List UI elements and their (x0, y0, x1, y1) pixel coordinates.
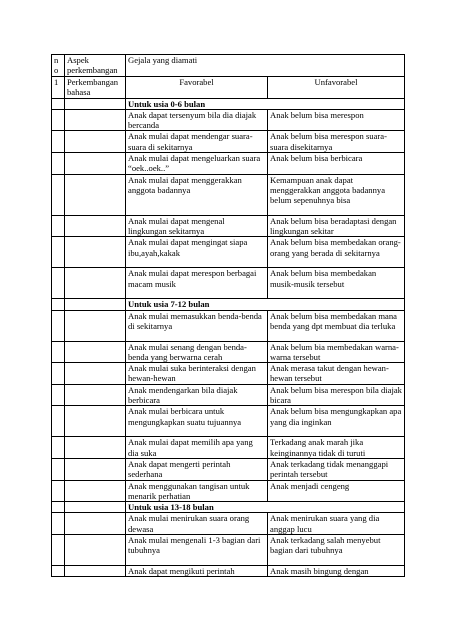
unfavorabel-cell: Anak terkadang tidak menanggapi perintah tersebut (268, 458, 405, 480)
unfavorabel-cell: Anak belum bisa membedakan mana benda yang dpt membuat dia terluka (268, 310, 405, 341)
unfavorabel-cell: Anak belum bisa merespon bila diajak bicara (268, 384, 405, 406)
cell-no (52, 437, 65, 459)
observation-table-body (52, 55, 405, 577)
favorabel-cell: Anak mulai dapat mengenal lingkungan sekitarnya (126, 215, 268, 237)
cell-aspek (65, 131, 126, 153)
favorabel-cell: Anak menggunakan tangisan untuk menarik perhatian (126, 480, 268, 502)
table-row (52, 131, 405, 153)
cell-no (52, 502, 65, 513)
unfavorabel-cell: Anak terkadang salah menyebut bagian dari tubuhnya (268, 535, 405, 566)
cell-aspek (65, 502, 126, 513)
section-title: Untuk usia 0-6 bulan (126, 98, 405, 109)
subheader-row (52, 77, 405, 99)
table-row (52, 341, 405, 363)
unfavorabel-cell: Anak menirukan suara yang dia anggap lucu (268, 513, 405, 535)
cell-aspek (65, 363, 126, 385)
unfavorabel-cell: Anak belum bia membedakan warna-warna tersebut (268, 341, 405, 363)
cell-no (52, 458, 65, 480)
section-title: Untuk usia 7-12 bulan (126, 299, 405, 310)
cell-aspek (65, 98, 126, 109)
cell-aspek (65, 566, 126, 577)
favorabel-cell: Anak dapat mengikuti perintah (126, 566, 268, 577)
table-row (52, 363, 405, 385)
unfavorabel-cell: Anak belum bisa berbicara (268, 153, 405, 175)
table-row (52, 237, 405, 268)
cell-no (52, 406, 65, 437)
cell-aspek (65, 153, 126, 175)
subheader-no: 1 (52, 77, 65, 99)
table-row (52, 458, 405, 480)
table-row (52, 384, 405, 406)
cell-aspek (65, 215, 126, 237)
table-row (52, 437, 405, 459)
subheader-favorabel: Favorabel (126, 77, 268, 99)
table-row (52, 480, 405, 502)
table-row (52, 310, 405, 341)
favorabel-cell: Anak mulai suka berinteraksi dengan hewan-hewan (126, 363, 268, 385)
section-row (52, 299, 405, 310)
favorabel-cell: Anak mulai menirukan suara orang dewasa (126, 513, 268, 535)
cell-no (52, 480, 65, 502)
table-row (52, 215, 405, 237)
favorabel-cell: Anak mulai dapat merespon berbagai macam musik (126, 268, 268, 299)
section-row (52, 98, 405, 109)
favorabel-cell: Anak mulai dapat mendengar suara-suara di sekitarnya (126, 131, 268, 153)
cell-aspek (65, 437, 126, 459)
favorabel-cell: Anak mulai dapat mengeluarkan suara “oek..oek..” (126, 153, 268, 175)
unfavorabel-cell: Anak menjadi cengeng (268, 480, 405, 502)
cell-aspek (65, 310, 126, 341)
table-row (52, 566, 405, 577)
cell-no (52, 535, 65, 566)
header-gejala: Gejala yang diamati (126, 55, 405, 77)
subheader-unfavorabel: Unfavorabel (268, 77, 405, 99)
table-row (52, 153, 405, 175)
cell-no (52, 341, 65, 363)
table-row (52, 513, 405, 535)
cell-aspek (65, 341, 126, 363)
cell-aspek (65, 174, 126, 215)
favorabel-cell: Anak mulai dapat menggerakkan anggota badannya (126, 174, 268, 215)
cell-aspek (65, 480, 126, 502)
unfavorabel-cell: Anak belum bisa beradaptasi dengan lingkungan sekitar (268, 215, 405, 237)
cell-no (52, 363, 65, 385)
cell-no (52, 98, 65, 109)
unfavorabel-cell: Kemampuan anak dapat menggerakkan anggota badannya belum sepenuhnya bisa (268, 174, 405, 215)
cell-aspek (65, 109, 126, 131)
cell-no (52, 153, 65, 175)
cell-aspek (65, 458, 126, 480)
cell-no (52, 174, 65, 215)
cell-aspek (65, 535, 126, 566)
favorabel-cell: Anak dapat mengerti perintah sederhana (126, 458, 268, 480)
header-aspek: Aspek perkembangan (65, 55, 126, 77)
unfavorabel-cell: Anak merasa takut dengan hewan-hewan tersebut (268, 363, 405, 385)
favorabel-cell: Anak mulai senang dengan benda-benda yang berwarna cerah (126, 341, 268, 363)
table-row (52, 109, 405, 131)
header-no: no (52, 55, 65, 77)
section-title: Untuk usia 13-18 bulan (126, 502, 405, 513)
cell-no (52, 566, 65, 577)
table-row (52, 268, 405, 299)
cell-aspek (65, 406, 126, 437)
table-row (52, 174, 405, 215)
cell-aspek (65, 513, 126, 535)
cell-no (52, 310, 65, 341)
cell-aspek (65, 384, 126, 406)
unfavorabel-cell: Anak belum bisa mengungkapkan apa yang dia inginkan (268, 406, 405, 437)
favorabel-cell: Anak mendengarkan bila diajak berbicara (126, 384, 268, 406)
cell-no (52, 109, 65, 131)
table-row (52, 535, 405, 566)
favorabel-cell: Anak mulai mengenali 1-3 bagian dari tubuhnya (126, 535, 268, 566)
unfavorabel-cell: Anak masih bingung dengan (268, 566, 405, 577)
header-row (52, 55, 405, 77)
favorabel-cell: Anak mulai dapat mengingat siapa ibu,ayah,kakak (126, 237, 268, 268)
cell-no (52, 299, 65, 310)
favorabel-cell: Anak mulai dapat memilih apa yang dia suka (126, 437, 268, 459)
cell-no (52, 268, 65, 299)
favorabel-cell: Anak mulai berbicara untuk mengungkapkan suatu tujuannya (126, 406, 268, 437)
observation-table (51, 54, 405, 577)
cell-no (52, 513, 65, 535)
unfavorabel-cell: Terkadang anak marah jika keinginannya tidak di turuti (268, 437, 405, 459)
cell-aspek (65, 299, 126, 310)
unfavorabel-cell: Anak belum bisa membedakan orang-orang yang berada di sekitarnya (268, 237, 405, 268)
section-row (52, 502, 405, 513)
cell-no (52, 237, 65, 268)
unfavorabel-cell: Anak belum bisa membedakan musik-musik tersebut (268, 268, 405, 299)
unfavorabel-cell: Anak belum bisa merespon suara-suara disekitarnya (268, 131, 405, 153)
cell-no (52, 384, 65, 406)
table-row (52, 406, 405, 437)
cell-aspek (65, 237, 126, 268)
cell-aspek (65, 268, 126, 299)
favorabel-cell: Anak dapat tersenyum bila dia diajak bercanda (126, 109, 268, 131)
cell-no (52, 131, 65, 153)
subheader-aspek: Perkembangan bahasa (65, 77, 126, 99)
favorabel-cell: Anak mulai memasukkan benda-benda di sekitarnya (126, 310, 268, 341)
unfavorabel-cell: Anak belum bisa merespon (268, 109, 405, 131)
cell-no (52, 215, 65, 237)
